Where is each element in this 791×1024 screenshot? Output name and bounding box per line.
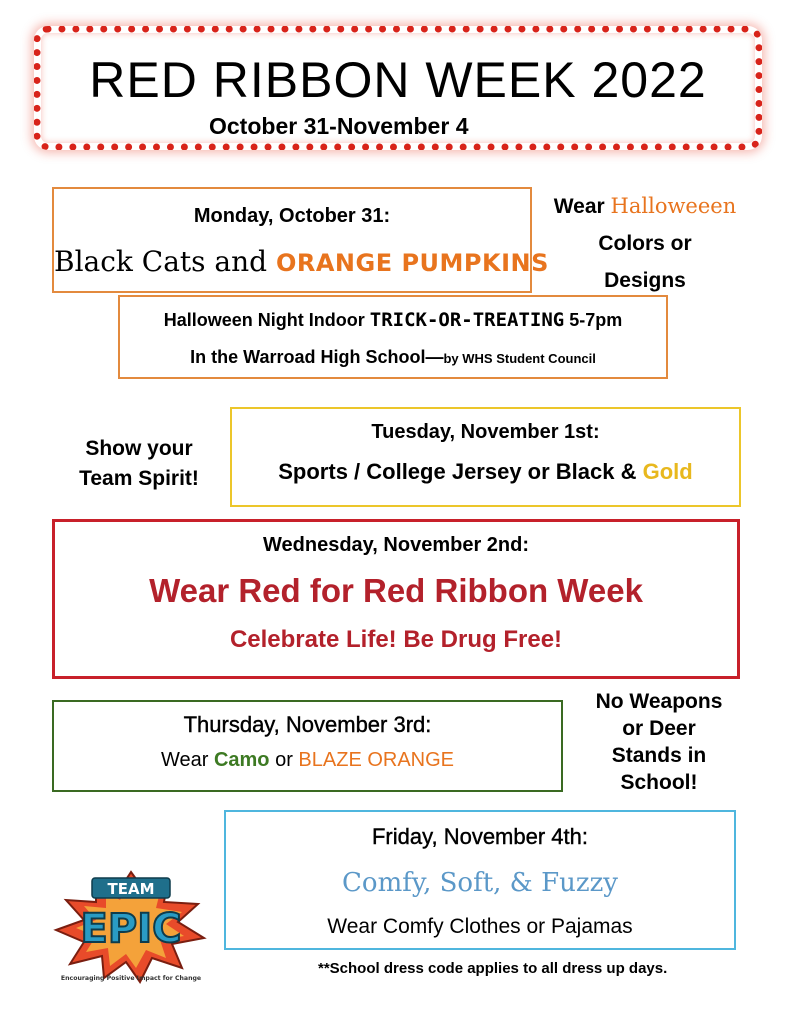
wednesday-box [52, 519, 740, 679]
thursday-side-line3: Stands in [611, 744, 707, 767]
hn-line2-host: by WHS Student Council [443, 351, 596, 366]
monday-theme-black-cats: Black Cats and [54, 245, 276, 278]
logo-tagline: Encouraging Positive Impact for Change [60, 975, 202, 982]
thursday-side-line2: or Deer [622, 717, 696, 740]
wednesday-heading: Wednesday, November 2nd: [263, 534, 529, 556]
hn-line1-a: Halloween Night Indoor [163, 310, 370, 330]
thursday-heading: Thursday, November 3rd: [183, 712, 432, 737]
tuesday-theme-a: Sports / College Jersey or Black & [278, 459, 643, 484]
thursday-theme-camo: Camo [213, 749, 270, 771]
thursday-theme-wear: Wear [160, 749, 214, 771]
thursday-theme [54, 749, 561, 772]
halloween-night-line2 [120, 347, 666, 368]
hn-line2-location: In the Warroad High School— [190, 347, 444, 367]
logo-epic-text: EPIC [80, 906, 182, 952]
dress-code-note: **School dress code applies to all dress up days. [318, 960, 668, 977]
thursday-box [52, 700, 563, 792]
event-dates: October 31-November 4 [209, 113, 469, 139]
monday-heading: Monday, October 31: [193, 205, 391, 227]
thursday-theme-or: or [269, 749, 299, 771]
halloween-night-box [118, 295, 668, 379]
tuesday-side-note [56, 434, 222, 494]
side-wear-label: Wear [553, 195, 611, 218]
friday-theme: Comfy, Soft, & Fuzzy [342, 868, 618, 898]
monday-theme-pumpkins: ORANGE PUMPKINS [275, 249, 549, 277]
thursday-side-note [573, 688, 745, 796]
tuesday-side-line2: Team Spirit! [79, 467, 199, 490]
wednesday-theme: Wear Red for Red Ribbon Week [149, 572, 643, 609]
friday-box [224, 810, 736, 950]
hn-trick-or-treating: TRICK-OR-TREATING [369, 309, 565, 331]
side-halloween-label: Halloweeen [610, 194, 737, 218]
thursday-side-line4: School! [620, 771, 698, 794]
halloween-night-line1 [120, 309, 666, 331]
hn-line1-time: 5-7pm [564, 310, 623, 330]
tuesday-theme [232, 459, 739, 485]
header-marquee [34, 26, 762, 150]
thursday-side-line1: No Weapons [595, 690, 723, 713]
friday-heading: Friday, November 4th: [371, 824, 588, 849]
monday-theme [54, 245, 549, 278]
logo-team-text: TEAM [107, 880, 155, 898]
side-designs-label: Designs [604, 269, 686, 292]
tuesday-side-line1: Show your [85, 437, 193, 460]
thursday-theme-blaze: BLAZE ORANGE [298, 749, 455, 771]
tuesday-box [230, 407, 741, 507]
page-title: RED RIBBON WEEK 2022 [89, 52, 707, 108]
side-colors-label: Colors or [598, 232, 692, 255]
tuesday-theme-gold: Gold [642, 459, 693, 484]
tuesday-heading: Tuesday, November 1st: [371, 421, 600, 443]
monday-side-note [540, 188, 750, 299]
monday-box [52, 187, 549, 293]
friday-subtitle: Wear Comfy Clothes or Pajamas [327, 915, 633, 938]
team-epic-logo [52, 868, 210, 986]
wednesday-subtitle: Celebrate Life! Be Drug Free! [229, 626, 563, 653]
